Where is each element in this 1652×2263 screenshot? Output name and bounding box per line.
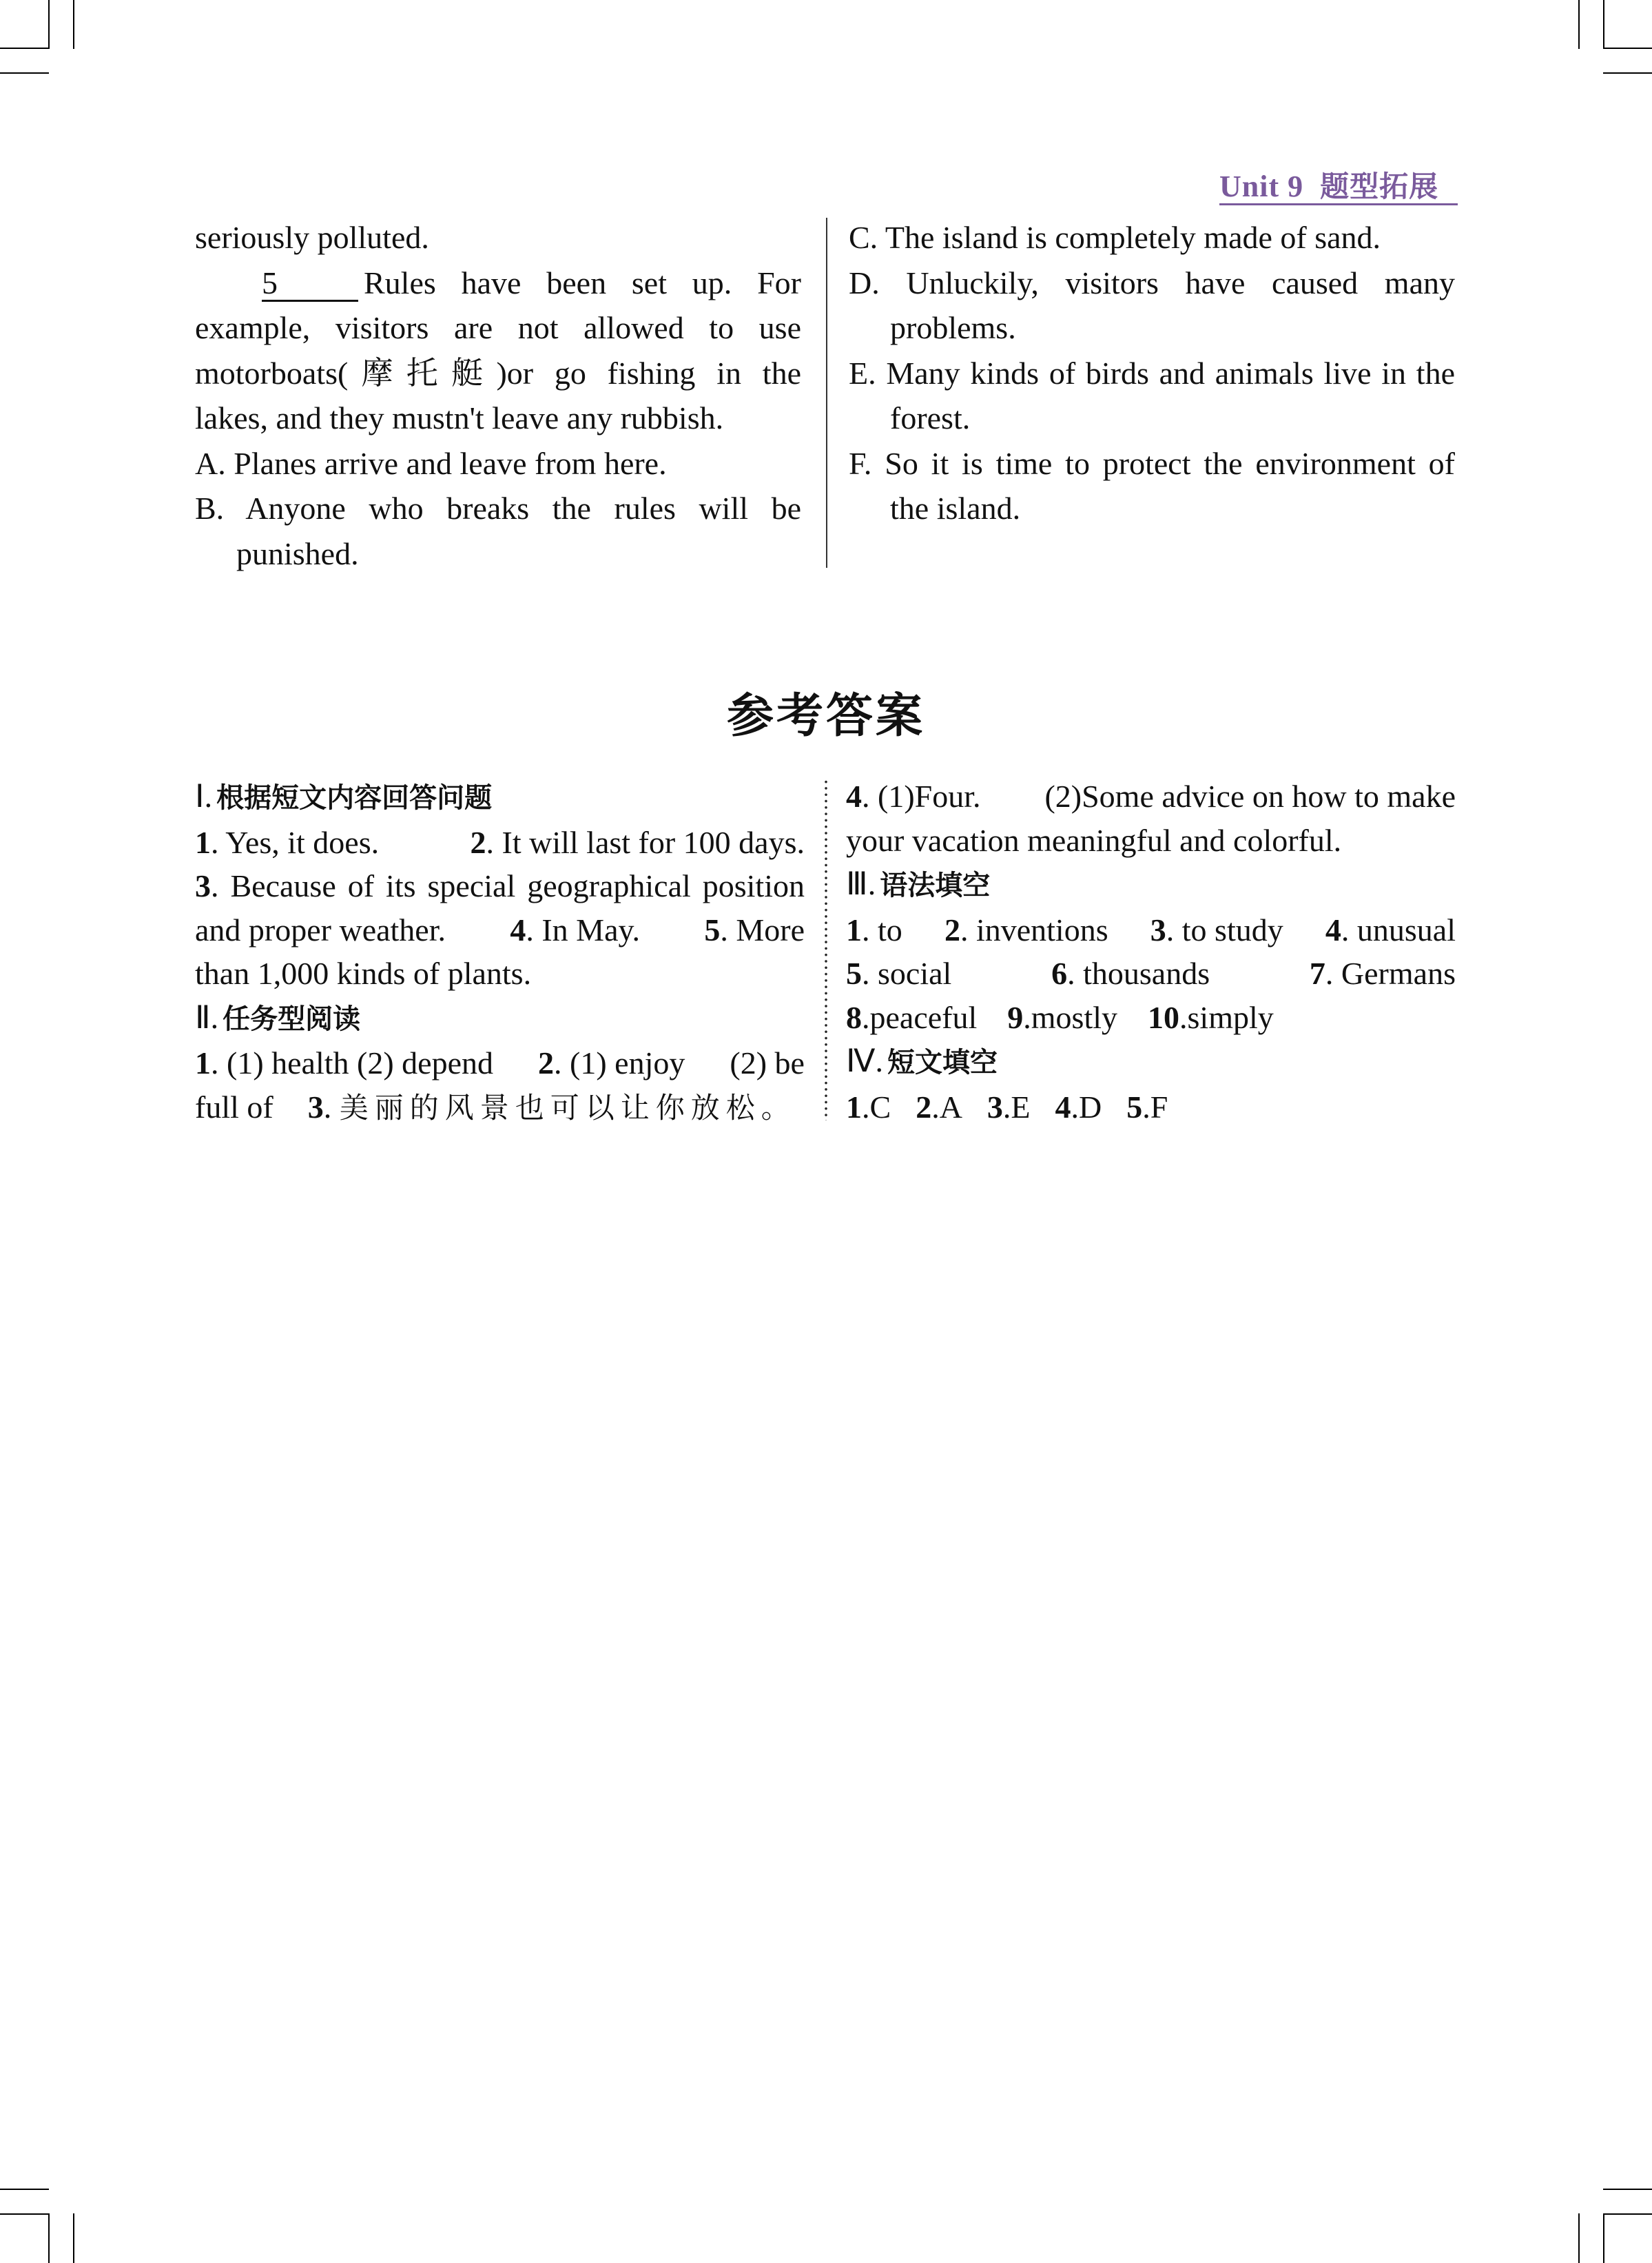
passage-paragraph-line bbox=[195, 260, 801, 306]
crop-mark-top-left-v2 bbox=[73, 0, 74, 49]
answer-item: 6. thousands bbox=[1051, 956, 1210, 991]
answer-item: 2. It will last for 100 days. bbox=[470, 824, 805, 860]
answer-line bbox=[846, 996, 1456, 1040]
answer-item: 4. (1)Four. bbox=[846, 779, 981, 814]
answer-item: 8.peaceful bbox=[846, 999, 978, 1035]
answer-item: 1.C bbox=[846, 1089, 891, 1125]
answers-left-column bbox=[195, 775, 805, 1129]
option-e bbox=[849, 351, 1455, 441]
option-text: The island is completely made of sand. bbox=[885, 220, 1381, 255]
option-text: Many kinds of birds and animals live in the forest. bbox=[886, 355, 1455, 436]
crop-mark-top-right-v2 bbox=[1578, 0, 1580, 49]
answer-line: your vacation meaningful and colorful. bbox=[846, 822, 1342, 858]
answer-item: 1. to bbox=[846, 912, 902, 948]
crop-mark-bottom-right-v1 bbox=[1603, 2213, 1604, 2263]
option-text: Anyone who breaks the rules will be punished. bbox=[236, 491, 801, 571]
answers-right-column bbox=[846, 775, 1456, 1129]
option-letter: F. bbox=[849, 445, 872, 481]
section-title: 短文填空 bbox=[887, 1047, 998, 1078]
answer-item: 2. (1) enjoy bbox=[538, 1045, 685, 1081]
crop-mark-bottom-right-h1 bbox=[1603, 2189, 1652, 2190]
option-letter: A. bbox=[195, 445, 226, 481]
answer-item: 4. In May. bbox=[510, 912, 641, 948]
answer-item: 2.A bbox=[916, 1089, 962, 1125]
answer-line bbox=[846, 1085, 1456, 1129]
crop-mark-top-right-h1 bbox=[1603, 48, 1652, 49]
header-title: 题型拓展 bbox=[1320, 170, 1439, 203]
option-text: Unluckily, visitors have caused many problems. bbox=[890, 265, 1455, 345]
crop-mark-top-left-v1 bbox=[48, 0, 50, 49]
answer-item: 9.mostly bbox=[1007, 999, 1118, 1035]
section-heading-3 bbox=[846, 862, 1456, 908]
answer-line: and proper weather. 4. In May. 5. More bbox=[195, 908, 805, 952]
crop-mark-top-left-h2 bbox=[0, 72, 49, 74]
option-letter: E. bbox=[849, 355, 876, 391]
section-title: 任务型阅读 bbox=[223, 1003, 361, 1035]
section-heading-2 bbox=[195, 996, 805, 1042]
answer-item: 10.simply bbox=[1148, 999, 1274, 1035]
answer-line: 4. (1)Four. (2)Some advice on how to make bbox=[846, 775, 1456, 819]
answer-key-title: 参考答案 bbox=[726, 689, 925, 744]
column-divider-dotted bbox=[825, 779, 827, 1120]
option-text: Planes arrive and leave from here. bbox=[234, 445, 667, 481]
option-a bbox=[195, 441, 801, 487]
crop-mark-bottom-left-h2 bbox=[0, 2213, 49, 2215]
option-text: So it is time to protect the environment of the island. bbox=[885, 445, 1456, 526]
passage-column bbox=[195, 215, 801, 576]
option-c bbox=[849, 215, 1455, 260]
option-b bbox=[195, 486, 801, 576]
options-column bbox=[849, 215, 1455, 531]
crop-mark-top-right-h2 bbox=[1603, 72, 1652, 74]
section-roman: Ⅲ. bbox=[846, 866, 876, 901]
answer-line bbox=[195, 821, 805, 865]
answer-item: 1. (1) health (2) depend bbox=[195, 1045, 494, 1081]
section-roman: Ⅰ. bbox=[195, 779, 213, 814]
answer-line bbox=[846, 952, 1456, 996]
section-title: 语法填空 bbox=[880, 870, 991, 901]
answer-line: 3. Because of its special geographical position bbox=[195, 868, 805, 903]
option-d bbox=[849, 260, 1455, 351]
answer-line: 1. (1) health (2) depend 2. (1) enjoy (2) be bbox=[195, 1041, 805, 1085]
crop-mark-top-left-h1 bbox=[0, 48, 49, 49]
crop-mark-bottom-right-h2 bbox=[1603, 2213, 1652, 2215]
crop-mark-bottom-right-v2 bbox=[1578, 2213, 1580, 2263]
passage-line: seriously polluted. bbox=[195, 220, 429, 255]
section-roman: Ⅱ. bbox=[195, 999, 219, 1035]
answer-item: 5.F bbox=[1126, 1089, 1168, 1125]
crop-mark-bottom-left-v2 bbox=[73, 2213, 74, 2263]
passage-line: example, visitors are not allowed to use bbox=[195, 310, 801, 345]
passage-line: motorboats(摩托艇)or go fishing in the bbox=[195, 355, 801, 391]
answer-item: 4. unusual bbox=[1325, 912, 1456, 948]
running-header bbox=[1219, 164, 1457, 205]
section-heading-1 bbox=[195, 775, 805, 821]
answer-line: than 1,000 kinds of plants. bbox=[195, 956, 532, 991]
option-f bbox=[849, 441, 1455, 531]
answer-item: 3.E bbox=[987, 1089, 1031, 1125]
crop-mark-bottom-left-v1 bbox=[48, 2213, 50, 2263]
column-divider bbox=[826, 218, 827, 568]
answer-item: 1. Yes, it does. bbox=[195, 824, 380, 860]
answer-blank: 5 bbox=[262, 267, 358, 302]
answer-item: 3. 美丽的风景也可以让你放松。 bbox=[307, 1089, 796, 1125]
answer-line bbox=[846, 908, 1456, 952]
answer-item: 2. inventions bbox=[944, 912, 1108, 948]
passage-text: Rules have been set up. For bbox=[364, 265, 801, 300]
answer-item: 3. to study bbox=[1150, 912, 1283, 948]
header-underline bbox=[1219, 203, 1458, 205]
crop-mark-bottom-left-h1 bbox=[0, 2189, 49, 2190]
option-letter: B. bbox=[195, 491, 225, 526]
header-unit: Unit 9 bbox=[1219, 170, 1304, 203]
section-heading-4 bbox=[846, 1039, 1456, 1085]
answer-item: 7. Germans bbox=[1309, 956, 1456, 991]
section-roman: Ⅳ. bbox=[846, 1043, 883, 1078]
answer-item: 5. More bbox=[704, 912, 805, 948]
crop-mark-top-right-v1 bbox=[1603, 0, 1604, 49]
option-letter: D. bbox=[849, 265, 880, 300]
answer-line: full of 3. 美丽的风景也可以让你放松。 bbox=[195, 1085, 805, 1130]
answer-item: 4.D bbox=[1055, 1089, 1102, 1125]
section-title: 根据短文内容回答问题 bbox=[216, 782, 493, 814]
answer-item: 5. social bbox=[846, 956, 952, 991]
passage-line: lakes, and they mustn't leave any rubbish. bbox=[195, 400, 724, 436]
option-letter: C. bbox=[849, 220, 878, 255]
